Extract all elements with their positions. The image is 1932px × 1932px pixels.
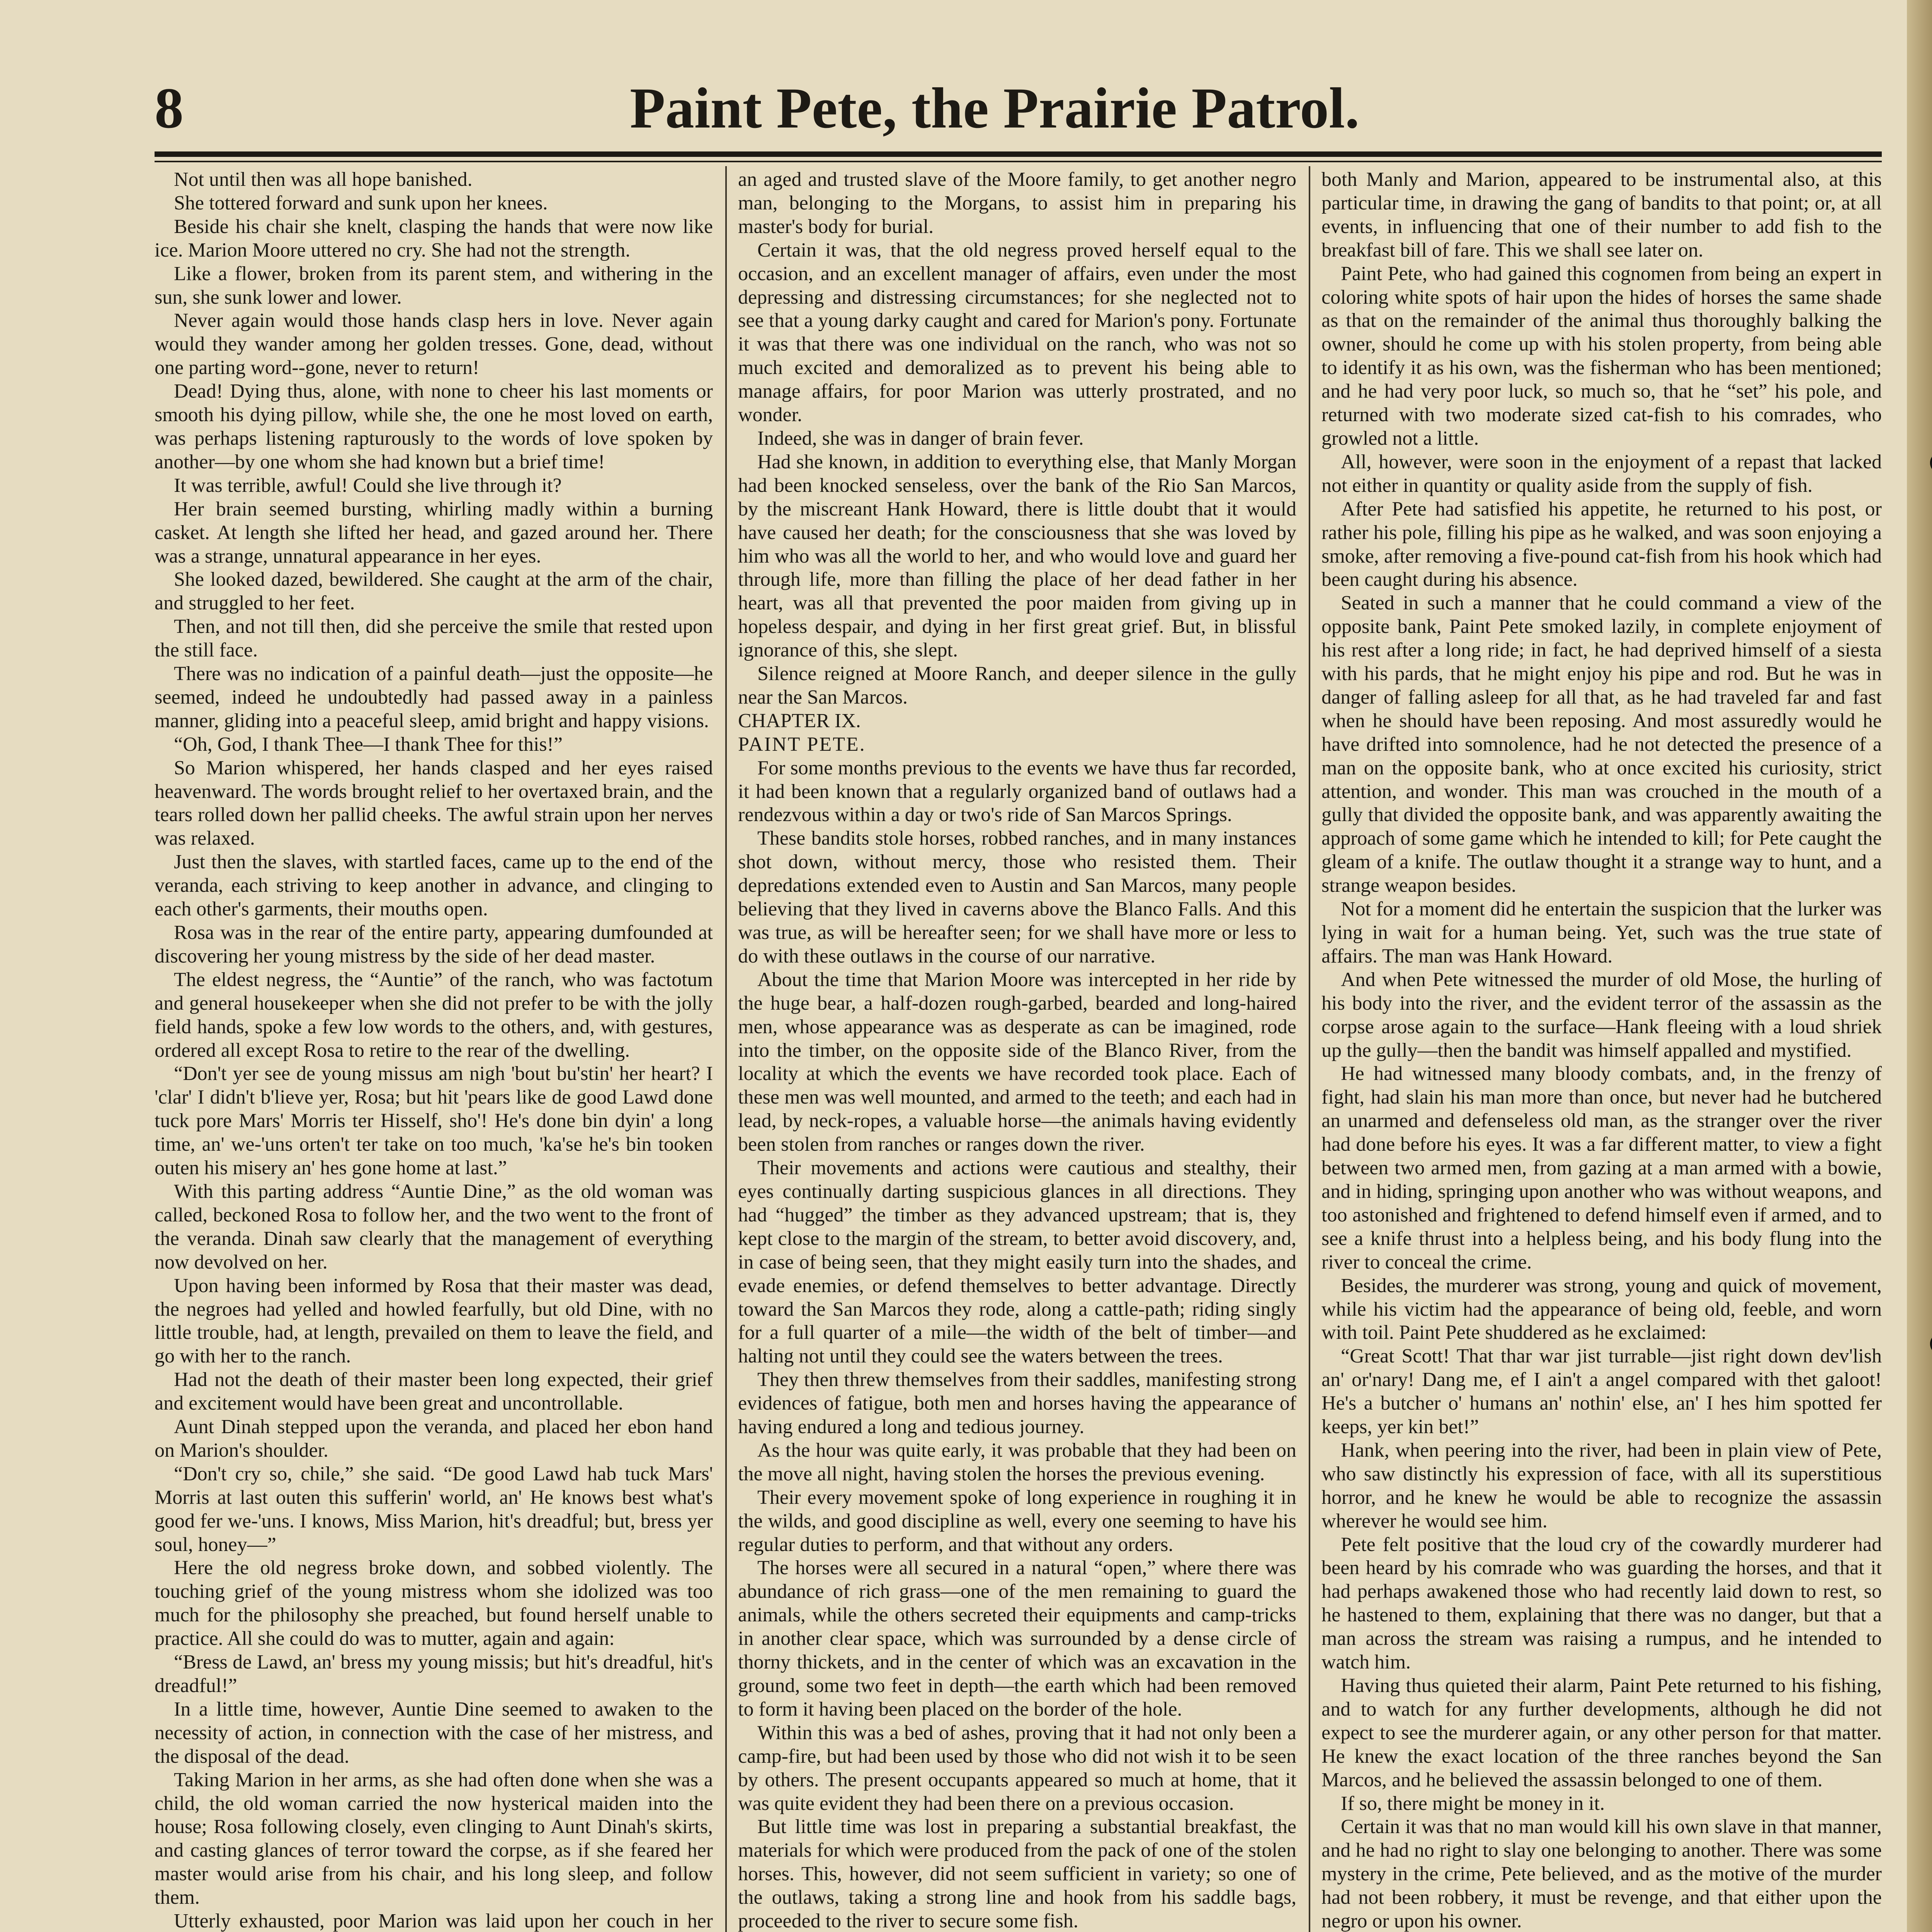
paragraph: an aged and trusted slave of the Moore family, to get another negro man, belonging to the Morgans, to assist him in preparing his master's body for burial.	[738, 168, 1296, 238]
paragraph: For some months previous to the events we have thus far recorded, it had been known that a regularly organized band of outlaws had a rendezvous within a day or two's ride of San Marcos Springs.	[738, 757, 1296, 826]
text-column-2	[738, 168, 1296, 1932]
paragraph: “Don't yer see de young missus am nigh 'bout bu'stin' her heart? I 'clar' I didn't b'lieve yer, Rosa; but hit 'pears like de good Lawd done tuck pore Mars' Morris ter Hisself, sho'! He's done bin dyin' a long time, an' we-'uns orten't ter take on too much, 'ka'se he's bin tooken outen his misery an' hes gone home at last.”	[155, 1063, 713, 1179]
paragraph: Aunt Dinah stepped upon the veranda, and placed her ebon hand on Marion's shoulder.	[155, 1416, 713, 1461]
paragraph: All, however, were soon in the enjoyment of a repast that lacked not either in quantity or quality aside from the supply of fish.	[1321, 451, 1882, 497]
paragraph: She tottered forward and sunk upon her knees.	[174, 192, 548, 214]
text-column-1	[155, 168, 713, 1932]
paragraph: Had she known, in addition to everything else, that Manly Morgan had been knocked senseless, over the bank of the Rio San Marcos, by the miscreant Hank Howard, there is little doubt that it would have caused her death; for the consciousness that she was loved by him who was all the world to her, and who would love and guard her through life, more than filling the place of her dead father in her heart, was all that prevented the poor maiden from giving up in hopeless despair, and dying in her first great grief. But, in blissful ignorance of this, she slept.	[738, 451, 1296, 662]
chapter-heading: CHAPTER IX.	[738, 709, 861, 732]
paragraph: As the hour was quite early, it was probable that they had been on the move all night, having stolen the horses the previous evening.	[738, 1439, 1296, 1485]
paragraph: It was terrible, awful! Could she live through it?	[174, 474, 562, 497]
chapter-subtitle: PAINT PETE.	[738, 733, 866, 755]
paragraph: There was no indication of a painful death—just the opposite—he seemed, indeed he undoubtedly had passed away in a painless manner, gliding into a peaceful sleep, amid bright and happy visions.	[155, 663, 713, 732]
paragraph: Had not the death of their master been long expected, their grief and excitement would have been great and uncontrollable.	[155, 1369, 713, 1415]
page-header	[155, 75, 1882, 172]
paragraph: And when Pete witnessed the murder of old Mose, the hurling of his body into the river, and the evident terror of the assassin as the corpse arose again to the surface—Hank fleeing with a loud shriek up the gully—then the bandit was himself appalled and mystified.	[1321, 968, 1882, 1061]
paragraph: If so, there might be money in it.	[1341, 1792, 1605, 1815]
paragraph: Having thus quieted their alarm, Paint Pete returned to his fishing, and to watch for any further developments, although he did not expect to see the murderer again, or any other person for that matter. He knew the exact location of the three ranches beyond the San Marcos, and he believed the assassin belonged to one of them.	[1321, 1675, 1882, 1791]
paragraph: Pete felt positive that the loud cry of the cowardly murderer had been heard by his comrade who was guarding the horses, and that it had perhaps awakened those who had recently laid down to rest, so he hastened to them, explaining that there was no danger, but that a man across the stream was raising a rumpus, and he intended to watch him.	[1321, 1533, 1882, 1673]
page-number: 8	[155, 76, 184, 140]
paragraph: “Oh, God, I thank Thee—I thank Thee for this!”	[174, 733, 563, 755]
paragraph: With this parting address “Auntie Dine,” as the old woman was called, beckoned Rosa to follow her, and the two went to the front of the veranda. Dinah saw clearly that the management of everything now devolved on her.	[155, 1180, 713, 1273]
paragraph: Certain it was, that the old negress proved herself equal to the occasion, and an excellent manager of affairs, even under the most depressing and distressing circumstances; for she neglected not to see that a young darky caught and cared for Marion's pony. Fortunate it was that there was one individual on the ranch, who was not so much excited and demoralized as to prevent his being able to manage affairs, for poor Marion was utterly prostrated, and no wonder.	[738, 239, 1296, 426]
paragraph: “Great Scott! That thar war jist turrable—jist right down dev'lish an' or'nary! Dang me, ef I ain't a angel compared with thet galoot! He's a butcher o' humans an' nothin' else, an' I hes him spotted fer keeps, yer kin bet!”	[1321, 1345, 1882, 1438]
paragraph: They then threw themselves from their saddles, manifesting strong evidences of fatigue, both men and horses having the appearance of having endured a long and tedious journey.	[738, 1369, 1296, 1438]
paragraph: Indeed, she was in danger of brain fever.	[757, 427, 1084, 449]
paragraph: both Manly and Marion, appeared to be instrumental also, at this particular time, in drawing the gang of bandits to that point; or, at all events, in influencing that one of their number to add fish to the breakfast bill of fare. This we shall see later on.	[1321, 168, 1882, 261]
paragraph: She looked dazed, bewildered. She caught at the arm of the chair, and struggled to her feet.	[155, 568, 713, 614]
paragraph: Besides, the murderer was strong, young and quick of movement, while his victim had the appearance of being old, feeble, and worn with toil. Paint Pete shuddered as he exclaimed:	[1321, 1274, 1882, 1344]
paragraph: These bandits stole horses, robbed ranches, and in many instances shot down, without mercy, those who resisted them. Their depredations extended even to Austin and San Marcos, many people believing that they lived in caverns above the Blanco Falls. And this was true, as will be hereafter seen; for we shall have more or less to do with these outlaws in the course of our narrative.	[738, 827, 1296, 967]
column-divider	[725, 166, 727, 1932]
paragraph: Then, and not till then, did she perceive the smile that rested upon the still face.	[155, 616, 713, 662]
paragraph: “Bress de Lawd, an' bress my young missis; but hit's dreadful, hit's dreadful!”	[155, 1651, 713, 1697]
paragraph: But little time was lost in preparing a substantial breakfast, the materials for which were produced from the pack of one of the stolen horses. This, however, did not seem sufficient in variety; so one of the outlaws, taking a strong line and hook from his saddle bags, proceeded to the river to secure some fish.	[738, 1816, 1296, 1932]
column-divider	[1309, 166, 1310, 1932]
paragraph: Like a flower, broken from its parent stem, and withering in the sun, she sunk lower and lower.	[155, 262, 713, 308]
paragraph: Seated in such a manner that he could command a view of the opposite bank, Paint Pete smoked lazily, in complete enjoyment of his rest after a long ride; in fact, he had deprived himself of a siesta with his pards, that he might enjoy his pipe and rod. But he was in danger of falling asleep for all that, as he had traveled far and fast when he should have been reposing. And most assuredly would he have drifted into somnolence, had he not detected the presence of a man on the opposite bank, who at once excited his curiosity, strict attention, and wonder. This man was crouched in the mouth of a gully that divided the opposite bank, and was apparently awaiting the approach of some game which he intended to kill; for Pete caught the gleam of a knife. The outlaw thought it a strange way to hunt, and a strange weapon besides.	[1321, 592, 1882, 897]
paragraph: He had witnessed many bloody combats, and, in the frenzy of fight, had slain his man more than once, but never had he butchered an unarmed and defenseless old man, as the stranger over the river had done before his eyes. It was a far different matter, to view a fight between two armed men, from gazing at a man armed with a bowie, and in hiding, springing upon another who was without weapons, and too astonished and frightened to defend himself even if armed, and to see a knife thrust into a helpless being, and his body flung into the river to conceal the crime.	[1321, 1063, 1882, 1273]
paragraph: Her brain seemed bursting, whirling madly within a burning casket. At length she lifted her head, and gazed around her. There was a strange, unnatural appearance in her eyes.	[155, 498, 713, 567]
paragraph: About the time that Marion Moore was intercepted in her ride by the huge bear, a half-dozen rough-garbed, bearded and long-haired men, whose appearance was as desperate as can be imagined, rode into the timber, on the opposite side of the Blanco River, from the locality at which the events we have recorded took place. Each of these men was well mounted, and armed to the teeth; and each had in lead, by neck-ropes, a valuable horse—the animals having evidently been stolen from ranches or ranges down the river.	[738, 968, 1296, 1156]
paragraph: “Don't cry so, chile,” she said. “De good Lawd hab tuck Mars' Morris at last outen this sufferin' world, an' He knows best what's good fer we-'uns. I knows, Miss Marion, hit's dreadful; but, bress yer soul, honey—”	[155, 1463, 713, 1556]
text-column-3	[1321, 168, 1882, 1932]
paragraph: Dead! Dying thus, alone, with none to cheer his last moments or smooth his dying pillow, while she, the one he most loved on earth, was perhaps listening rapturously to the words of love spoken by another—by one whom she had known but a brief time!	[155, 380, 713, 473]
paragraph: Their every movement spoke of long experience in roughing it in the wilds, and good discipline as well, every one seeming to have his regular duties to perform, and that without any orders.	[738, 1486, 1296, 1556]
paragraph: Beside his chair she knelt, clasping the hands that were now like ice. Marion Moore uttered no cry. She had not the strength.	[155, 215, 713, 261]
paragraph: Just then the slaves, with startled faces, came up to the end of the veranda, each striving to keep another in advance, and clinging to each other's garments, their mouths open.	[155, 851, 713, 920]
paragraph: The eldest negress, the “Auntie” of the ranch, who was factotum and general housekeeper when she did not prefer to be with the jolly field hands, spoke a few low words to the others, and, with gestures, ordered all except Rosa to retire to the rear of the dwelling.	[155, 968, 713, 1061]
paragraph: Taking Marion in her arms, as she had often done when she was a child, the old woman carried the now hysterical maiden into the house; Rosa following closely, even clinging to Aunt Dinah's skirts, and casting glances of terror toward the corpse, as if she feared her master would arise from his chair, and his long sleep, and follow them.	[155, 1769, 713, 1909]
paragraph: Hank, when peering into the river, had been in plain view of Pete, who saw distinctly his expression of face, with all its superstitious horror, and he knew he would be able to recognize the assassin wherever he would see him.	[1321, 1439, 1882, 1532]
paragraph: Utterly exhausted, poor Marion was laid upon her couch in her	[174, 1910, 713, 1932]
header-rule-thin	[155, 161, 1882, 162]
paragraph: Not for a moment did he entertain the suspicion that the lurker was lying in wait for a human being. Yet, such was the true state of affairs. The man was Hank Howard.	[1321, 898, 1882, 967]
paragraph: Not until then was all hope banished.	[174, 168, 473, 190]
paragraph: Certain it was that no man would kill his own slave in that manner, and he had no right to slay one belonging to another. There was some mystery in the crime, Pete believed, and as the motive of the murder had not been robbery, it must be revenge, and that either upon the negro or upon his owner.	[1321, 1816, 1882, 1932]
paragraph: Never again would those hands clasp hers in love. Never again would they wander among her golden tresses. Gone, dead, without one parting word--gone, never to return!	[155, 310, 713, 379]
paragraph: After Pete had satisfied his appetite, he returned to his post, or rather his pole, filling his pipe as he walked, and was soon enjoying a smoke, after removing a five-pound cat-fish from his hook which had been caught during his absence.	[1321, 498, 1882, 591]
paragraph: Within this was a bed of ashes, proving that it had not only been a camp-fire, but had been used by those who did not wish it to be seen by others. The present occupants appeared so much at home, that it was quite evident they had been there on a previous occasion.	[738, 1721, 1296, 1815]
paragraph: The horses were all secured in a natural “open,” where there was abundance of rich grass—one of the men remaining to guard the animals, while the others secreted their equipments and camp-tricks in another clear space, which was surrounded by a dense circle of thorny thickets, and in the center of which was an excavation in the ground, some two feet in depth—the earth which had been removed to form it having been placed on the border of the hole.	[738, 1557, 1296, 1720]
header-rule-thick	[155, 151, 1882, 157]
paragraph: Paint Pete, who had gained this cognomen from being an expert in coloring white spots of hair upon the hides of horses the same shade as that on the remainder of the animal thus thoroughly balking the owner, should he come up with his stolen property, from being able to identify it as his own, was the fisherman who has been mentioned; and he had very poor luck, so much so, that he “set” his pole, and returned with two moderate sized cat-fish to his comrades, who growled not a little.	[1321, 262, 1882, 449]
paragraph: Silence reigned at Moore Ranch, and deeper silence in the gully near the San Marcos.	[738, 663, 1296, 708]
running-title: Paint Pete, the Prairie Patrol.	[630, 76, 1360, 140]
paragraph: Their movements and actions were cautious and stealthy, their eyes continually darting suspicious glances in all directions. They had “hugged” the timber as they advanced upstream; that is, they kept close to the margin of the stream, to better avoid discovery, and, in case of being seen, that they might easily turn into the shades, and evade enemies, or defend themselves to better advantage. Directly toward the San Marcos they rode, along a cattle-path; riding singly for a full quarter of a mile—the width of the belt of timber—and halting not until they could see the waters between the trees.	[738, 1157, 1296, 1367]
page-binding-edge	[1907, 0, 1932, 1932]
paragraph: Here the old negress broke down, and sobbed violently. The touching grief of the young mistress whom she idolized was too much for the philosophy she preached, but found herself unable to practice. All she could do was to mutter, again and again:	[155, 1557, 713, 1650]
paragraph: In a little time, however, Auntie Dine seemed to awaken to the necessity of action, in connection with the case of her mistress, and the disposal of the dead.	[155, 1698, 713, 1767]
paragraph: So Marion whispered, her hands clasped and her eyes raised heavenward. The words brought relief to her overtaxed brain, and the tears rolled down her pallid cheeks. The awful strain upon her nerves was relaxed.	[155, 757, 713, 850]
paragraph: Upon having been informed by Rosa that their master was dead, the negroes had yelled and howled fearfully, but old Dine, with no little trouble, had, at length, prevailed on them to leave the field, and go with her to the ranch.	[155, 1274, 713, 1367]
paragraph: Rosa was in the rear of the entire party, appearing dumfounded at discovering her young mistress by the side of her dead master.	[155, 922, 713, 967]
